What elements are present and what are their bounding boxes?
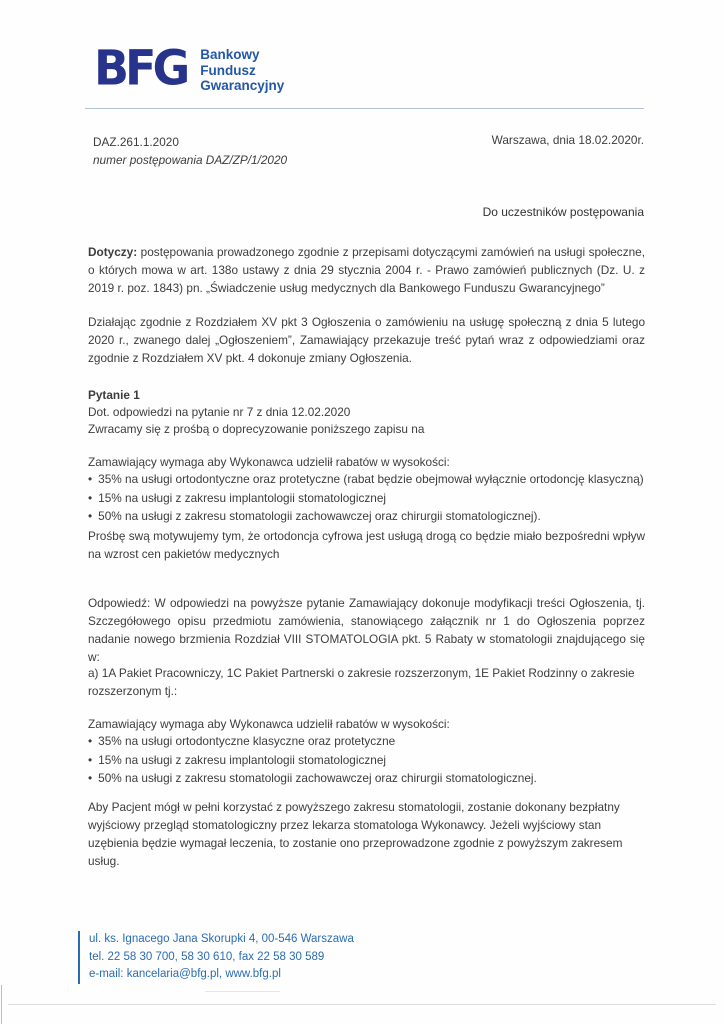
answer-text: W odpowiedzi na powyższe pytanie Zamawiający dokonuje modyfikacji treści Ogłoszenia, tj. Szczegółowego opisu przedmiotu zamówienia, stanowiącego załącznik nr 1 do Ogłoszenia poprzez nadanie nowego brzmienia Rozdział VIII STOMATOLOGIA pkt. 5 Rabaty w stomatologii znajdującego się w: [88, 596, 645, 664]
footer-email-web: e-mail: kancelaria@bfg.pl, www.bfg.pl [89, 968, 281, 980]
question-title: Pytanie 1 [88, 388, 140, 402]
answer-requirement-intro: Zamawiający wymaga aby Wykonawca udzielił rabatów w wysokości: [88, 717, 450, 731]
answer-closing: Aby Pacjent mógł w pełni korzystać z powyższego zakresu stomatologii, zostanie dokonany bezpłatny wyjściowy przegląd stomatologiczny przez lekarza stomatologa Wykonawcy. Jeżeli wyjściowy stan uzębienia będzie wymagał leczenia, to zostanie ono przeprowadzone zgodnie z powyższym zakresem usług. [88, 800, 623, 868]
list-item: • 50% na usługi z zakresu stomatologii zachowawczej oraz chirurgii stomatologicznej. [88, 769, 645, 788]
footer-accent-bar [78, 931, 80, 984]
subject-paragraph [88, 243, 645, 297]
subject-text: postępowania prowadzonego zgodnie z przepisami dotyczącymi zamówień na usługi społeczne, o których mowa w art. 138o ustawy z dnia 29 stycznia 2004 r. - Prawo zamówień publicznych (Dz. U. z 2019 r. poz. 1843) pn. „Świadczenie usług medycznych dla Bankowego Funduszu Gwarancyjnego” [88, 245, 645, 295]
answer-bullet-list [88, 732, 645, 788]
list-item: • 35% na usługi ortodontyczne klasyczne oraz protetyczne [88, 732, 645, 751]
reference-number: DAZ.261.1.2020 [93, 135, 179, 149]
question-request-line: Zwracamy się z prośbą o doprecyzowanie poniższego zapisu na [88, 422, 425, 436]
proceeding-number: numer postępowania DAZ/ZP/1/2020 [93, 153, 288, 167]
header-divider [85, 108, 644, 109]
list-item: • 50% na usługi z zakresu stomatologii zachowawczej oraz chirurgii stomatologicznej). [88, 507, 645, 526]
bfg-logo [94, 39, 285, 97]
answer-label: Odpowiedź: [88, 596, 151, 610]
place-and-date: Warszawa, dnia 18.02.2020r. [491, 133, 644, 147]
scan-artifact [1, 985, 2, 1024]
footer-phone-fax: tel. 22 58 30 700, 58 30 610, fax 22 58 30 589 [89, 950, 325, 963]
footer-address: ul. ks. Ignacego Jana Skorupki 4, 00-546 Warszawa [89, 933, 354, 945]
scan-artifact [205, 991, 280, 992]
footer-contact-block [78, 931, 354, 984]
scan-artifact [8, 1004, 716, 1005]
answer-point-a: a) 1A Pakiet Pracowniczy, 1C Pakiet Partnerski o zakresie rozszerzonym, 1E Pakiet Rodzinny o zakresie rozszerzonym tj.: [88, 666, 635, 698]
answer-paragraph [88, 594, 645, 666]
question-motivation: Prośbę swą motywujemy tym, że ortodoncja cyfrowa jest usługą drogą co będzie miało bezpośredni wpływ na wzrost cen pakietów medycznych [88, 529, 645, 561]
bfg-wordmark-line2: Fundusz [200, 62, 256, 78]
bfg-logo-icon: BFG [94, 39, 187, 97]
bfg-wordmark [200, 44, 284, 94]
subject-label: Dotyczy: [88, 245, 138, 259]
list-item: • 35% na usługi ortodontyczne oraz protetyczne (rabat będzie obejmował wyłącznie ortodoncję klasyczną) [88, 470, 645, 489]
list-item: • 15% na usługi z zakresu implantologii stomatologicznej [88, 489, 645, 508]
addressee: Do uczestników postępowania [482, 205, 644, 219]
question-requirement-intro: Zamawiający wymaga aby Wykonawca udzielił rabatów w wysokości: [88, 455, 450, 469]
reference-block [93, 133, 287, 169]
bfg-wordmark-line1: Bankowy [200, 47, 260, 62]
intro-paragraph: Działając zgodnie z Rozdziałem XV pkt 3 Ogłoszenia o zamówieniu na usługę społeczną z dnia 5 lutego 2020 r., zwanego dalej „Ogłoszeniem”, Zamawiający przekazuje treść pytań wraz z odpowiedziami oraz zgodnie z Rozdziałem XV pkt. 4 dokonuje zmiany Ogłoszenia. [88, 315, 645, 365]
question-bullet-list [88, 470, 645, 526]
list-item: • 15% na usługi z zakresu implantologii stomatologicznej [88, 751, 645, 770]
question-ref-line: Dot. odpowiedzi na pytanie nr 7 z dnia 12.02.2020 [88, 405, 351, 419]
bfg-wordmark-line3: Gwarancyjny [200, 78, 285, 93]
